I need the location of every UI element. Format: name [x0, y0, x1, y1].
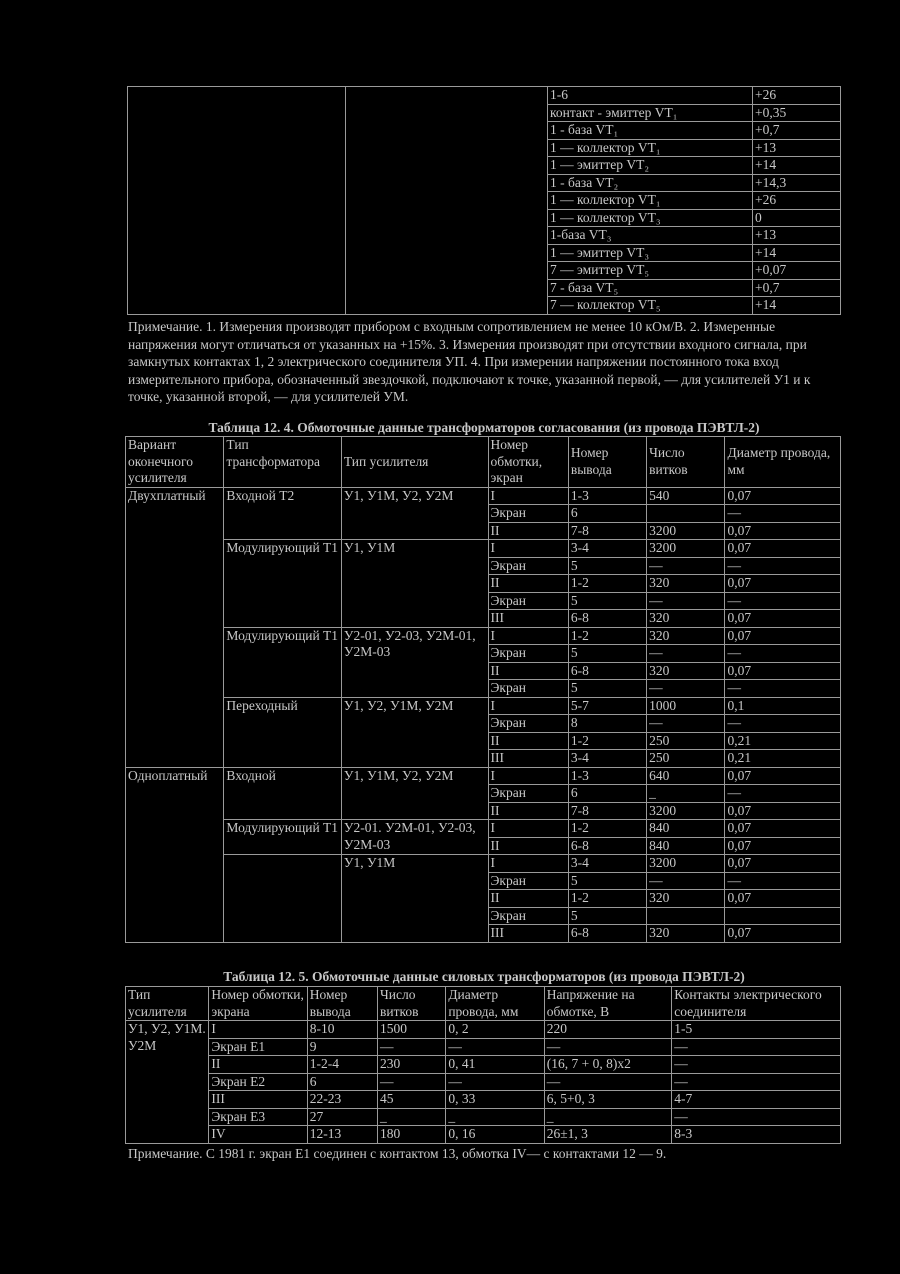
turns-cell: — [378, 1073, 446, 1091]
terminal-cell: 5 [568, 592, 646, 610]
terminal-cell: 6-8 [568, 662, 646, 680]
header-amp-type: Тип усилителя [341, 437, 488, 488]
blank-cell [128, 87, 346, 315]
winding-cell: III [209, 1091, 307, 1109]
winding-cell: I [488, 487, 568, 505]
diameter-cell: — [446, 1038, 544, 1056]
diameter-cell: — [446, 1073, 544, 1091]
voltage-cell: — [544, 1073, 672, 1091]
header-contacts: Контакты электрического соединителя [672, 987, 841, 1021]
table-row [126, 1073, 841, 1091]
header-transformer-type: Тип трансформатора [224, 437, 341, 488]
turns-cell: 1000 [647, 697, 725, 715]
diameter-cell: — [725, 557, 841, 575]
diameter-cell [725, 907, 841, 925]
table2-header-row [126, 437, 841, 488]
blank-cell [346, 87, 548, 315]
turns-cell: 3200 [647, 855, 725, 873]
turns-cell: — [647, 680, 725, 698]
winding-cell: II [488, 890, 568, 908]
terminal-cell: 1-2 [568, 575, 646, 593]
terminal-cell: 6 [568, 505, 646, 523]
contacts-cell: — [672, 1056, 841, 1074]
transformer-type-cell: Входной Т2 [224, 487, 341, 540]
winding-cell: I [488, 855, 568, 873]
turns-cell: 320 [647, 610, 725, 628]
diameter-cell: 0,07 [725, 767, 841, 785]
turns-cell: — [647, 645, 725, 663]
table-row [126, 1056, 841, 1074]
measurement-point: 1 - база VT₁ [548, 122, 753, 140]
winding-cell: III [488, 925, 568, 943]
terminal-cell: 5 [568, 680, 646, 698]
winding-cell: Экран Е3 [209, 1108, 307, 1126]
turns-cell [647, 505, 725, 523]
variant-cell: Двухплатный [126, 487, 224, 767]
table-row [126, 820, 841, 838]
terminal-cell: 3-4 [568, 855, 646, 873]
terminal-cell: 1-2 [568, 890, 646, 908]
transformer-type-cell: Модулирующий Т1 [224, 540, 341, 628]
voltage-value: +26 [753, 87, 841, 105]
turns-cell: 320 [647, 627, 725, 645]
voltage-value: +0,7 [753, 122, 841, 140]
turns-cell: — [647, 715, 725, 733]
voltage-value: +0,35 [753, 104, 841, 122]
winding-cell: II [488, 662, 568, 680]
terminal-cell: 8 [568, 715, 646, 733]
terminal-cell: 5 [568, 872, 646, 890]
diameter-cell: — [725, 785, 841, 803]
table3-note: Примечание. С 1981 г. экран Е1 соединен с контактом 13, обмотка IV— с контактами 12 — 9. [128, 1146, 667, 1161]
header-amp-type: Тип усилителя [126, 987, 209, 1021]
voltage-value: +0,07 [753, 262, 841, 280]
diameter-cell: 0, 2 [446, 1021, 544, 1039]
diameter-cell: 0,07 [725, 925, 841, 943]
table-row [126, 627, 841, 645]
measurement-point: 7 - база VT₅ [548, 279, 753, 297]
measurement-point: 1 — коллектор VT₁ [548, 139, 753, 157]
contacts-cell: — [672, 1038, 841, 1056]
winding-cell: I [488, 767, 568, 785]
header-diameter: Диаметр провода, мм [725, 437, 841, 488]
amp-type-cell: У1, У1М [341, 855, 488, 943]
diameter-cell: 0,1 [725, 697, 841, 715]
measurement-point: 1-база VT₃ [548, 227, 753, 245]
winding-cell: Экран [488, 592, 568, 610]
voltage-value: +26 [753, 192, 841, 210]
diameter-cell: — [725, 680, 841, 698]
table1-note: Примечание. 1. Измерения производят прибором с входным сопротивлением не менее 10 кОм/В. 2. Измеренные напряжения могут отличаться от указанных на +15%. 3. Измерения производят при отсутствии входного сигнала, при замкнутых контактах 1, 2 электрического соединителя УП. 4. При измерении напряжении постоянного тока вход измерительного прибора, обозначенный звездочкой, подключают к точке, указанной первой, — для усилителей У1 и к точке, указанной второй, — для усилителей УМ. [128, 319, 811, 404]
voltage-value: +14 [753, 157, 841, 175]
diameter-cell: _ [446, 1108, 544, 1126]
turns-cell: 1500 [378, 1021, 446, 1039]
turns-cell: 840 [647, 837, 725, 855]
voltage-cell: 220 [544, 1021, 672, 1039]
turns-cell: 640 [647, 767, 725, 785]
winding-cell: Экран [488, 785, 568, 803]
winding-cell: Экран [488, 680, 568, 698]
amp-type-cell: У1, У2, У1М. У2М [126, 1021, 209, 1144]
table3-body [126, 1021, 841, 1144]
voltage-value: +13 [753, 139, 841, 157]
header-turns: Число витков [647, 437, 725, 488]
winding-cell: II [488, 575, 568, 593]
voltage-value: 0 [753, 209, 841, 227]
turns-cell: 3200 [647, 540, 725, 558]
table-row [128, 87, 841, 105]
turns-cell: — [647, 557, 725, 575]
terminal-cell: 6-8 [568, 925, 646, 943]
header-winding: Номер обмотки, экран [488, 437, 568, 488]
turns-cell: 230 [378, 1056, 446, 1074]
header-variant: Вариант оконечного усилителя [126, 437, 224, 488]
turns-cell: 180 [378, 1126, 446, 1144]
winding-cell: IV [209, 1126, 307, 1144]
diameter-cell: — [725, 645, 841, 663]
measurement-point: 1-6 [548, 87, 753, 105]
transformer-type-cell: Модулирующий Т1 [224, 627, 341, 697]
winding-cell: Экран [488, 872, 568, 890]
diameter-cell: 0,07 [725, 837, 841, 855]
terminal-cell: 6-8 [568, 610, 646, 628]
variant-cell: Одноплатный [126, 767, 224, 942]
table-row [126, 1126, 841, 1144]
table-row [126, 855, 841, 873]
contacts-cell: 4-7 [672, 1091, 841, 1109]
voltage-cell: (16, 7 + 0, 8)х2 [544, 1056, 672, 1074]
terminal-cell: 1-2-4 [307, 1056, 377, 1074]
turns-cell: 320 [647, 890, 725, 908]
terminal-cell: 5-7 [568, 697, 646, 715]
diameter-cell: — [725, 715, 841, 733]
diameter-cell: — [725, 872, 841, 890]
measurement-point: 1 - база VT₂ [548, 174, 753, 192]
transformer-matching-table [125, 436, 841, 943]
measurement-point: 1 — эмиттер VT₂ [548, 157, 753, 175]
voltage-cell: 26±1, 3 [544, 1126, 672, 1144]
measurement-point: 7 — коллектор VT₅ [548, 297, 753, 315]
winding-cell: Экран [488, 715, 568, 733]
header-turns: Число витков [378, 987, 446, 1021]
table-row [126, 1108, 841, 1126]
voltage-value: +14 [753, 244, 841, 262]
diameter-cell: — [725, 592, 841, 610]
diameter-cell: 0,07 [725, 627, 841, 645]
header-diameter: Диаметр провода, мм [446, 987, 544, 1021]
terminal-cell: 3-4 [568, 750, 646, 768]
table3-caption: Таблица 12. 5. Обмоточные данные силовых трансформаторов (из провода ПЭВТЛ-2) [223, 969, 745, 984]
winding-cell: Экран [488, 557, 568, 575]
table-row [126, 767, 841, 785]
transformer-type-cell: Переходный [224, 697, 341, 767]
diameter-cell: 0,21 [725, 732, 841, 750]
voltage-cell: _ [544, 1108, 672, 1126]
winding-cell: Экран Е2 [209, 1073, 307, 1091]
diameter-cell: 0,07 [725, 890, 841, 908]
turns-cell: — [647, 592, 725, 610]
measurement-point: контакт - эмиттер VT₁ [548, 104, 753, 122]
turns-cell: 320 [647, 925, 725, 943]
table-row [126, 487, 841, 505]
winding-cell: I [488, 627, 568, 645]
winding-cell: II [488, 522, 568, 540]
amp-type-cell: У1, У1М [341, 540, 488, 628]
winding-cell: II [488, 802, 568, 820]
terminal-cell: 6 [307, 1073, 377, 1091]
amp-type-cell: У1, У1М, У2, У2М [341, 487, 488, 540]
diameter-cell: 0, 41 [446, 1056, 544, 1074]
terminal-cell: 27 [307, 1108, 377, 1126]
table2-caption: Таблица 12. 4. Обмоточные данные трансформаторов согласования (из провода ПЭВТЛ-2) [208, 420, 760, 435]
winding-cell: I [488, 540, 568, 558]
diameter-cell: 0,07 [725, 820, 841, 838]
diameter-cell: — [725, 505, 841, 523]
contacts-cell: — [672, 1108, 841, 1126]
header-winding: Номер обмотки, экрана [209, 987, 307, 1021]
diameter-cell: 0,21 [725, 750, 841, 768]
contacts-cell: — [672, 1073, 841, 1091]
winding-cell: I [209, 1021, 307, 1039]
terminal-cell: 1-3 [568, 767, 646, 785]
measurement-point: 7 — эмиттер VT₅ [548, 262, 753, 280]
diameter-cell: 0, 16 [446, 1126, 544, 1144]
winding-cell: Экран [488, 645, 568, 663]
turns-cell: 3200 [647, 522, 725, 540]
table-row [126, 1091, 841, 1109]
winding-cell: Экран [488, 505, 568, 523]
amp-type-cell: У2-01, У2-03, У2М-01, У2М-03 [341, 627, 488, 697]
terminal-cell: 7-8 [568, 522, 646, 540]
table-row [126, 540, 841, 558]
winding-cell: I [488, 820, 568, 838]
terminal-cell: 1-2 [568, 627, 646, 645]
winding-cell: I [488, 697, 568, 715]
turns-cell: 320 [647, 662, 725, 680]
diameter-cell: 0,07 [725, 575, 841, 593]
turns-cell: 540 [647, 487, 725, 505]
turns-cell: _ [378, 1108, 446, 1126]
diameter-cell: 0,07 [725, 662, 841, 680]
measurement-point: 1 — коллектор VT₁ [548, 192, 753, 210]
terminal-cell: 5 [568, 907, 646, 925]
winding-cell: III [488, 610, 568, 628]
transformer-type-cell: Входной [224, 767, 341, 820]
transformer-type-cell: Модулирующий Т1 [224, 820, 341, 855]
winding-cell: Экран Е1 [209, 1038, 307, 1056]
header-terminal: Номер вывода [307, 987, 377, 1021]
voltage-table-body [128, 87, 841, 315]
turns-cell: 250 [647, 750, 725, 768]
turns-cell: 250 [647, 732, 725, 750]
winding-cell: III [488, 750, 568, 768]
turns-cell: — [647, 872, 725, 890]
turns-cell: 3200 [647, 802, 725, 820]
table2-body [126, 487, 841, 942]
terminal-cell: 5 [568, 557, 646, 575]
terminal-cell: 7-8 [568, 802, 646, 820]
header-terminal: Номер вывода [568, 437, 646, 488]
diameter-cell: 0,07 [725, 855, 841, 873]
diameter-cell: 0,07 [725, 522, 841, 540]
winding-cell: II [209, 1056, 307, 1074]
voltage-value: +14,3 [753, 174, 841, 192]
header-voltage: Напряжение на обмотке, В [544, 987, 672, 1021]
table3-header-row [126, 987, 841, 1021]
diameter-cell: 0,07 [725, 487, 841, 505]
power-transformer-table [125, 986, 841, 1144]
terminal-cell: 9 [307, 1038, 377, 1056]
contacts-cell: 1-5 [672, 1021, 841, 1039]
diameter-cell: 0,07 [725, 802, 841, 820]
amp-type-cell: У2-01. У2М-01, У2-03, У2М-03 [341, 820, 488, 855]
terminal-cell: 1-3 [568, 487, 646, 505]
terminal-cell: 1-2 [568, 732, 646, 750]
contacts-cell: 8-3 [672, 1126, 841, 1144]
turns-cell: _ [647, 785, 725, 803]
winding-cell: II [488, 837, 568, 855]
diameter-cell: 0,07 [725, 610, 841, 628]
voltage-value: +0,7 [753, 279, 841, 297]
table-row [126, 1038, 841, 1056]
diameter-cell: 0,07 [725, 540, 841, 558]
terminal-cell: 12-13 [307, 1126, 377, 1144]
voltage-cell: 6, 5+0, 3 [544, 1091, 672, 1109]
diameter-cell: 0, 33 [446, 1091, 544, 1109]
terminal-cell: 1-2 [568, 820, 646, 838]
voltage-cell: — [544, 1038, 672, 1056]
terminal-cell: 6 [568, 785, 646, 803]
amp-type-cell: У1, У1М, У2, У2М [341, 767, 488, 820]
measurement-point: 1 — эмиттер VT₃ [548, 244, 753, 262]
voltage-table [127, 86, 841, 315]
terminal-cell: 3-4 [568, 540, 646, 558]
turns-cell [647, 907, 725, 925]
terminal-cell: 5 [568, 645, 646, 663]
turns-cell: 45 [378, 1091, 446, 1109]
terminal-cell: 8-10 [307, 1021, 377, 1039]
amp-type-cell: У1, У2, У1М, У2М [341, 697, 488, 767]
measurement-point: 1 — коллектор VT₃ [548, 209, 753, 227]
turns-cell: — [378, 1038, 446, 1056]
terminal-cell: 22-23 [307, 1091, 377, 1109]
turns-cell: 840 [647, 820, 725, 838]
table-row [126, 1021, 841, 1039]
table-row [126, 697, 841, 715]
turns-cell: 320 [647, 575, 725, 593]
voltage-value: +13 [753, 227, 841, 245]
transformer-type-cell [224, 855, 341, 943]
winding-cell: Экран [488, 907, 568, 925]
voltage-value: +14 [753, 297, 841, 315]
winding-cell: II [488, 732, 568, 750]
terminal-cell: 6-8 [568, 837, 646, 855]
